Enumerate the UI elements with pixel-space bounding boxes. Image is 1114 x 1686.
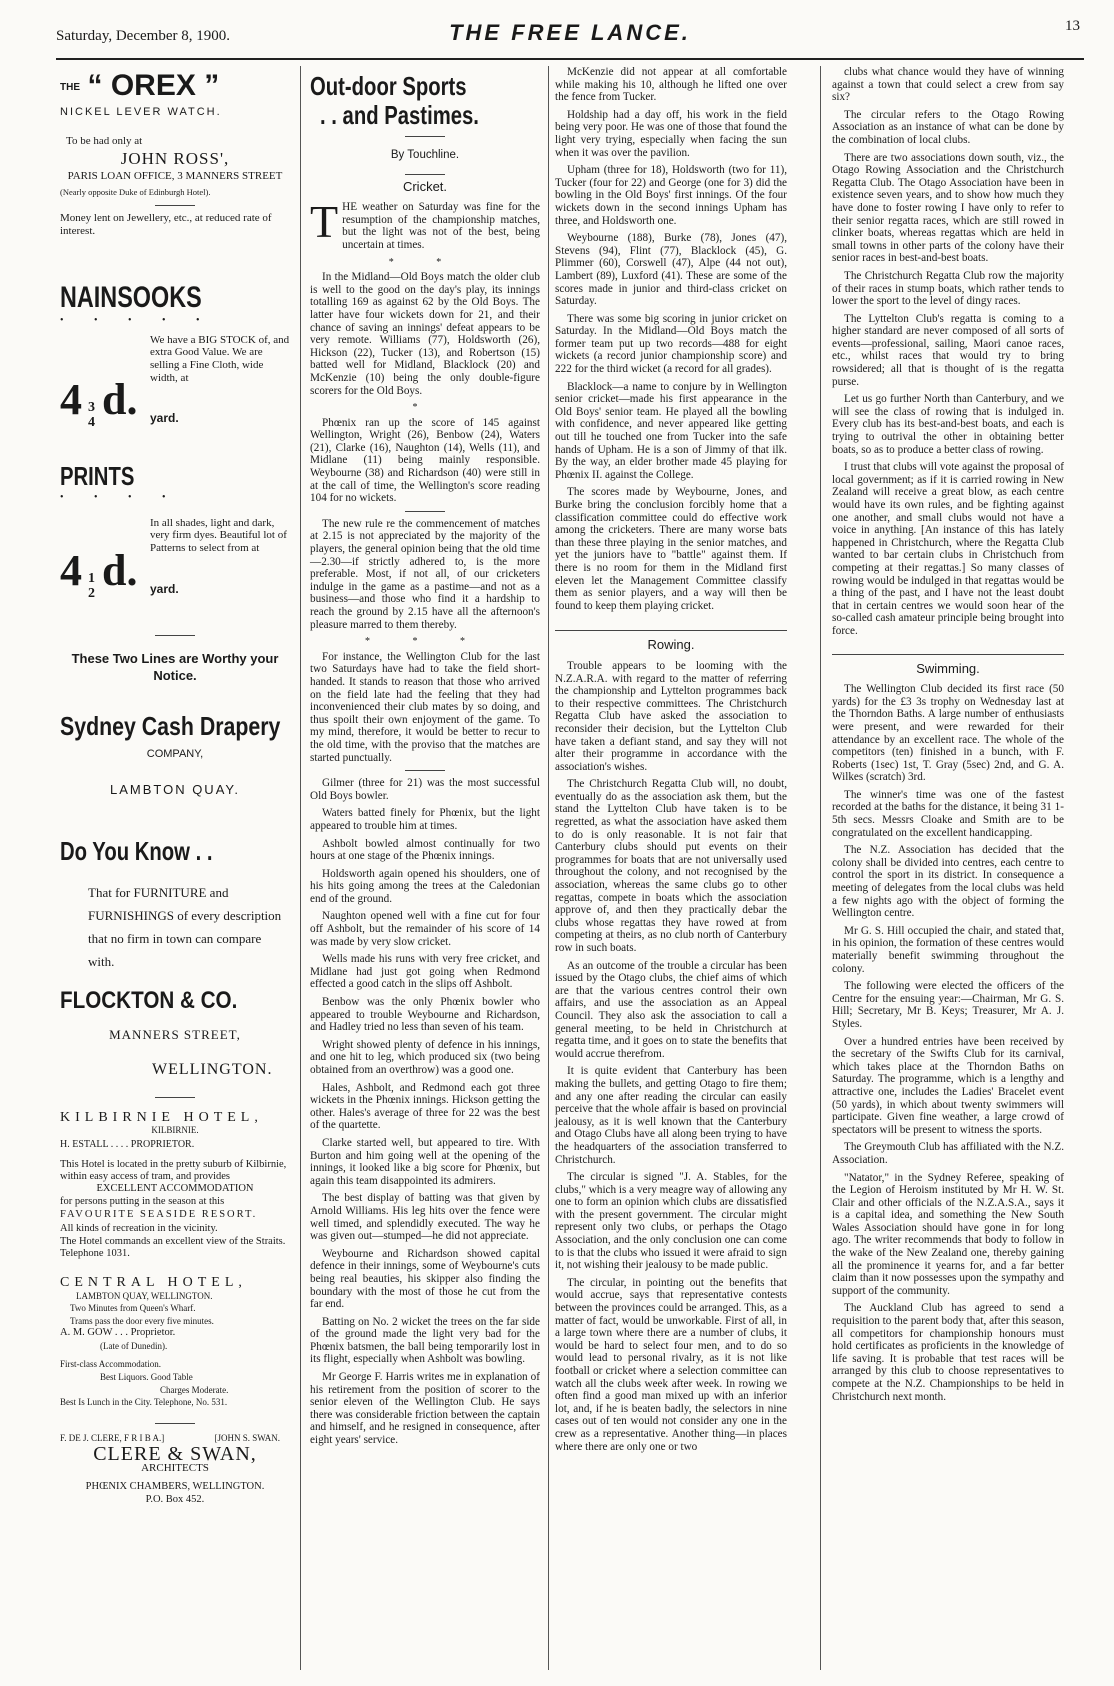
price-unit: yard. [150, 411, 179, 426]
masthead [56, 18, 1084, 54]
separator [405, 136, 445, 137]
sports-title-1: Out-door Sports [310, 71, 467, 101]
clere-box: P.O. Box 452. [145, 1493, 205, 1505]
cricket-heading: Cricket. [402, 178, 448, 194]
article-paragraph: Over a hundred entries have been received by the secretary of the Swifts Club for its carnival, which takes place at the Thorndon Baths on Saturday. The programme, which is a lengthy and attractive one, includes the Ladies' Bracelet event (50 yards), in which about twenty swimmers will participate. Given fine weather, a large crowd of spectators will be present to witness the sports. [832, 1035, 1064, 1136]
article-paragraph: Trouble appears to be looming with the N.Z.A.R.A. with regard to the matter of referring the championship and Lyttelton programmes back to their respective committees. The Christchurch Regatta Club have asked the association to reconsider their decision, but the Lyttelton Club have taken a defiant stand, and say they will not alter their programme in accordance with the association's wishes. [555, 659, 787, 773]
article-paragraph: The new rule re the commencement of matches at 2.15 is not appreciated by the majority of the players, the general opinion being that the old time—2.30—if strictly adhered to, is the more preferable. Most, if not all, of our cricketers indulge in the game as a pastime—and not as a business—and those who find it a hardship to reach the ground by 2.15 have all the afternoon's pleasure marred to them thereby. [310, 517, 540, 631]
article-paragraph: Batting on No. 2 wicket the trees on the far side of the ground made the light very bad for the Phœnix batsmen, the ball being temporarily lost in its flight, especially when Ashbolt was bowling. [310, 1315, 540, 1366]
orex-ad [60, 70, 290, 237]
kilbirnie-prop: H. ESTALL . . . . PROPRIETOR. [60, 1138, 195, 1150]
separator [405, 770, 445, 771]
article-paragraph: Holdship had a day off, his work in the field being very poor. He was one of those that found the light very trying, especially when facing the sun when it was over the pavilion. [555, 108, 787, 159]
sydney-company: COMPANY, [146, 747, 204, 760]
kilbirnie-line1: This Hotel is located in the pretty suburb of Kilbirnie, within easy access of tram, and provides [60, 1159, 287, 1183]
dots: • • • • [60, 492, 180, 504]
article-paragraph: The scores made by Weybourne, Jones, and Burke bring the conclusion forcibly home that a classification committee could do effective work among the cricketers. There are many worse bats than these three playing in the senior matches, and yet the juniors have to "battle" against them. If there is no room for them in the Midland first eleven let the Management Committee classify them as senior players, and a way will then be found to keep them playing cricket. [555, 486, 787, 612]
article-paragraph: I trust that clubs will vote against the proposal of local government; as if it is carried rowing in New Zealand will receive a great blow, as each centre would have its own rules, and be fighting against one another, and small clubs would not have a voice in anything. [An instance of this has lately happened in Christchurch, where the Regatta Club wanted to bar certain clubs in Christchuch from competing at their regattas.] So many classes of rowing would be indulged in that regattas would be a thing of the past, and I have not the least doubt that in certain centres we would soon hear of the so-called cash amateur principle being brought into force. [832, 461, 1064, 637]
article-paragraph: Gilmer (three for 21) was the most successful Old Boys bowler. [310, 777, 540, 802]
kilbirnie-sub: KILBIRNIE. [151, 1125, 199, 1136]
article-paragraph: The best display of batting was that given by Arnold Williams. His leg hits over the fence were well timed, and splendidly executed. The way he was given out—stumped—he did not appreciate. [310, 1192, 540, 1243]
swimming-heading: Swimming. [916, 660, 980, 676]
article-paragraph: Wright showed plenty of defence in his innings, and one hit to leg, which produced six (two being obtained from an overthrow) was a good one. [310, 1038, 540, 1076]
article-paragraph: For instance, the Wellington Club for the last two Saturdays have had to take the field short-handed. It stands to reason that those who arrived on the field late had the feeling that they had inconvenienced their club mates by so doing, and thus spoilt their own enjoyment of the game. To my mind, therefore, it would be better to recur to the old time, with the proviso that the matches are started punctually. [310, 650, 540, 764]
kilbirnie-name: KILBIRNIE HOTEL, [60, 1109, 263, 1125]
kilbirnie-line3: for persons putting in the season at this [60, 1195, 225, 1207]
article-paragraph: Blacklock—a name to conjure by in Wellington senior cricket—made his first appearance in the Old Boys' senior team. He played all the bowling with confidence, and never appeared like getting out till he touched one from Tucker into the safe hands of Upham. He is a son of Jimmy of that ilk. By the way, an elder brother made 45 playing for Phœnix II. against the College. [555, 380, 787, 481]
byline: By Touchline. [390, 149, 460, 161]
article-paragraph: clubs what chance would they have of winning against a town that could select a crew from say six? [832, 66, 1064, 104]
article-paragraph: Weybourne and Richardson showed capital defence in their innings, some of Weybourne's cuts being real beauties, his skipper also finding the boundary with the most of those he cut from the far end. [310, 1247, 540, 1311]
page-number: 13 [1065, 18, 1080, 34]
article-paragraph: There are two associations down south, viz., the Otago Rowing Association and the Christchurch Regatta Club. The Otago Association have been in existence seven years, and to show how much they have done to foster rowing I have only to refer to their senior regatta races, which are still rowed in clinker boats, whereas regattas which are held in small towns in other parts of the colony have their senior races in best-and-best boats. [832, 151, 1064, 265]
central-name: CENTRAL HOTEL, [60, 1274, 247, 1290]
article-paragraph: Let us go further North than Canterbury, and we will see the class of rowing that is indulged in. Every club has its best-and-best boats, and each is trying to outrival the other in obtaining better boats, so as to produce a better class of rowing. [832, 393, 1064, 456]
price-denominator: 2 [88, 585, 95, 601]
price-d: d. [102, 545, 138, 595]
central-line1: Two Minutes from Queen's Wharf. [70, 1303, 196, 1314]
column-divider [820, 66, 821, 1670]
issue-date: Saturday, December 8, 1900. [56, 28, 230, 44]
price-numerator: 3 [88, 400, 95, 416]
orex-address: PARIS LOAN OFFICE, 3 MANNERS STREET [67, 169, 283, 182]
article-paragraph: Upham (three for 18), Holdsworth (two for 11), Tucker (four for 22) and George (one for 3) did the bowling in the Old Boys' first innings. Of the four wickets down in the second innings Upham has three, and Holdsworth one. [555, 164, 787, 227]
prints-price [60, 545, 290, 613]
clere-ad [60, 1432, 290, 1506]
prints-ad [60, 462, 290, 612]
article-paragraph: The N.Z. Association has decided that the colony shall be divided into centres, each centre to control the sport in its district. In consequence a meeting of delegates from the local clubs was held a few nights ago with the object of forming the Wellington centre. [832, 844, 1064, 920]
central-line2: Trams pass the door every five minutes. [70, 1315, 214, 1326]
article-paragraph: There was some big scoring in junior cricket on Saturday. In the Midland—Old Boys match the former team put up two records—488 for eight wickets (a record junior championship score) and 222 for the third wicket (a record for all grades). [555, 312, 787, 376]
article-paragraph: Mr George F. Harris writes me in explanation of his retirement from the position of scorer to the senior eleven of the Wellington Club. He says there was considerable friction between the captain and himself, and he resigned in consequence, after eight years' service. [310, 1371, 540, 1447]
sydney-location: LAMBTON QUAY. [109, 782, 241, 798]
article-paragraph: The Wellington Club decided its first race (50 yards) for the £3 3s trophy on Wednesday last at the Thorndon Baths. A large number of enthusiasts were present, and were rewarded for their attendance by an excellent race. The whole of the competitors (ten) finished in a bunch, with F. Roberts (1sec) 1st, T. Gray (5sec) 2nd, and G. A. Wilkes (scratch) 3rd. [832, 683, 1064, 784]
article-paragraph: It is quite evident that Canterbury has been making the bullets, and getting Otago to fire them; and any one after reading the circular can easily perceive that the whole affair is based on provincial jealousy, as it is well known that the Canterbury and Otago Clubs have all along been trying to have the headquarters of the association transferred to Christchurch. [555, 1065, 787, 1166]
orex-the: THE [60, 82, 80, 94]
article-paragraph: The Greymouth Club has affiliated with the N.Z. Association. [832, 1141, 1064, 1166]
separator [155, 1423, 195, 1424]
article-paragraph: The Christchurch Regatta Club will, no doubt, eventually do as the association ask them, but the stand the Lyttelton Club have taken is to be regretted, as what the association have asked them to do is only reasonable. It is not fair that Canterbury clubs should put events on their programmes for boats that are not universally used throughout the colony, and not recognised by the association, whereas the same clubs go to other regattas, compete in boats which the association approve of, and then they practically debar the clubs whose regattas they have rowed at from competing at theirs, as no club north of Canterbury row in such boats. [555, 778, 787, 954]
article-paragraph: Clarke started well, but appeared to tire. With Burton and him going well at the opening of the innings, it looked like a big score for Phœnix, but again this team disappointed its admirers. [310, 1136, 540, 1187]
stars: * * [388, 256, 462, 268]
article-paragraph: Naughton opened well with a fine cut for four off Ashbolt, but the remainder of his score of 14 was made by very slow cricket. [310, 910, 540, 948]
article-paragraph: The Auckland Club has agreed to send a requisition to the parent body that, after this season, all competitors for championship honours must hold certificates as proficients in the knowledge of life saving. It is probable that test races will be arranged by this club to choose representatives to compete at the N.Z. Championships to be held in Christchurch next month. [832, 1302, 1064, 1403]
clere-name: CLERE & SWAN, [93, 1442, 257, 1465]
orex-had-at: To be had only at [66, 134, 143, 147]
central-line4: Best Liquors. Good Table [100, 1372, 193, 1383]
rowing-heading: Rowing. [647, 637, 695, 653]
central-line3: First-class Accommodation. [60, 1359, 161, 1370]
rowing-swimming-column [832, 66, 1064, 1408]
price-d: d. [102, 375, 138, 425]
clere-right: [JOHN S. SWAN. [214, 1432, 280, 1443]
flockton-name: FLOCKTON & CO. [60, 986, 238, 1014]
article-paragraph: The circular refers to the Otago Rowing Association as an instance of what can be done by the combination of local clubs. [832, 108, 1064, 146]
price-main: 4 [60, 545, 82, 595]
central-line6: Best Is Lunch in the City. Telephone, No. 531. [60, 1397, 228, 1408]
column-divider [300, 66, 301, 1670]
kilbirnie-line2: EXCELLENT ACCOMMODATION [96, 1183, 254, 1195]
central-ad [60, 1274, 290, 1409]
orex-name: JOHN ROSS', [120, 149, 230, 169]
orex-note: (Nearly opposite Duke of Edinburgh Hotel). [60, 187, 211, 198]
prints-text: In all shades, light and dark, very firm dyes. Beautiful lot of Patterns to select from at [150, 516, 287, 555]
cricket-rowing-column [555, 66, 787, 1458]
orex-subtitle: NICKEL LEVER WATCH. [60, 106, 222, 119]
sports-title-2: . . and Pastimes. [320, 100, 479, 130]
price-fraction [88, 571, 95, 601]
price-numerator: 1 [88, 570, 95, 586]
article-paragraph: Waters batted finely for Phœnix, but the light appeared to trouble him at times. [310, 807, 540, 832]
kilbirnie-line5: All kinds of recreation in the vicinity. [60, 1223, 218, 1235]
price-fraction [88, 400, 95, 430]
article-paragraph: Benbow was the only Phœnix bowler who appeared to trouble Weybourne and Richardson, and Hadley tried no less than seven of his team. [310, 996, 540, 1034]
article-paragraph: McKenzie did not appear at all comfortable while making his 10, although he lifted one over the fence from Tucker. [555, 66, 787, 104]
clere-left: F. DE J. CLERE, F R I B A.] [60, 1432, 165, 1443]
kilbirnie-ad [60, 1109, 290, 1261]
article-paragraph: The circular is signed "J. A. Stables, for the clubs," which is a very meagre way of allowing any one to form an opinion which clubs are dissatisfied with the present government. The circular might represent only two clubs, or perhaps the Otago Association, and the only conclusion one can come to is that the clubs who issued it were afraid to sign it, not wishing their jealousy to be made public. [555, 1171, 787, 1272]
separator [405, 174, 445, 175]
article-paragraph: "Natator," in the Sydney Referee, speaking of the Legion of Heroism instituted by Mr H. W. St. Clair and other officials of the N.Z.A.S.A., says it is a capital idea, and something the New South Wales Association should have gone in for long ago. The writer recommends that body to follow in the wake of the New Zealand one, thereby gaining all the prominence it yearns for, and a far better claim than it now possesses upon the sympathy and support of the community. [832, 1171, 1064, 1297]
central-sub: LAMBTON QUAY, WELLINGTON. [76, 1290, 213, 1301]
doyouknow-title: Do You Know . . [60, 835, 213, 866]
kilbirnie-line4: FAVOURITE SEASIDE RESORT. [60, 1208, 258, 1220]
nainsooks-ad [60, 283, 290, 442]
advertisement-column [60, 66, 290, 1506]
article-paragraph: The Christchurch Regatta Club row the majority of their races in stump boats, which rather tends to lower the sport to the level of dingy races. [832, 269, 1064, 308]
article-paragraph: Wells made his runs with very free cricket, and Midlane had just got going when Redmond effected a good catch in the slips off Ashbolt. [310, 953, 540, 991]
flockton-street: MANNERS STREET, [109, 1027, 241, 1043]
article-paragraph: Hales, Ashbolt, and Redmond each got three wickets in the Phœnix innings. Hickson getting the other. Hales's average of three for 22 was the best of the quartette. [310, 1081, 540, 1132]
section-rule [832, 654, 1064, 655]
clere-address: PHŒNIX CHAMBERS, WELLINGTON. [85, 1481, 265, 1493]
price-main: 4 [60, 375, 82, 425]
stars: * * * [365, 636, 485, 648]
article-paragraph: Mr G. S. Hill occupied the chair, and stated that, in his opinion, the formation of these centres would materially benefit swimming throughout the colony. [832, 924, 1064, 975]
doyouknow-ad [60, 837, 290, 1077]
notice-line: These Two Lines are Worthy your Notice. [71, 650, 279, 683]
nainsooks-price [60, 375, 290, 442]
clere-partners [60, 1432, 290, 1444]
price-denominator: 4 [88, 415, 95, 431]
price-unit: yard. [150, 581, 179, 596]
article-paragraph: Phœnix ran up the score of 145 against Wellington, Wright (26), Benbow (24), Waters (21), Clarke (16), Naughton (14), Wells (11), and Midlane (11) being mainly responsible. Weybourne (38) and Richardson (40) were still in at the call of time, the Wellington's score reading 104 for no wickets. [310, 416, 540, 505]
central-line5: Charges Moderate. [160, 1384, 229, 1395]
masthead-rule [56, 58, 1084, 60]
separator [155, 1097, 195, 1098]
paper-title: THE FREE LANCE. [449, 20, 691, 45]
article-paragraph: THE weather on Saturday was fine for the resumption of the championship matches, but the light was not of the best, being uncertain at times. [310, 196, 540, 251]
article-paragraph: Holdsworth again opened his shoulders, one of his hits going among the trees at the Caledonian end of the ground. [310, 867, 540, 905]
central-late: (Late of Dunedin). [100, 1340, 168, 1351]
separator [155, 635, 195, 636]
nainsooks-text: We have a BIG STOCK of, and extra Good Value. We are selling a Fine Cloth, wide width, at [150, 333, 290, 384]
article-paragraph: Weybourne (188), Burke (78), Jones (47), Stevens (94), Flint (77), Blacklock (45), G. Plimmer (60), Corswell (47), Alpe (44 not out), Lambert (89), Luxford (41). These are some of the scores made in junior and third-class cricket on Saturday. [555, 232, 787, 308]
doyouknow-text: That for FURNITURE and FURNISHINGS of every description that no firm in town can compare with. [88, 884, 282, 969]
article-paragraph: The Lyttelton Club's regatta is coming to a higher standard are never composed of all sorts of events—professional, sailing, Maori canoe races, etc., whilst races that would try to bring rowsidered; all that is thought of is the regatta purse. [832, 312, 1064, 388]
article-paragraph: In the Midland—Old Boys match the older club is well to the good on the day's play, its innings totalling 169 as against 62 by the Old Boys. The latter have four wickets down for 21, and their chance of saving an innings' defeat appears to be very remote. Williams (77), Holdsworth (26), Hickson (22), Tucker (13), and Robertson (15) batted well for Midland, Blacklock (20) and McKenzie (10) being the only double-figure scorers for the Old Boys. [310, 271, 540, 397]
prints-title: PRINTS [60, 461, 135, 492]
nainsooks-title: NAINSOOKS [60, 281, 202, 315]
article-paragraph: Ashbolt bowled almost continually for two hours at one stage of the Phœnix innings. [310, 837, 540, 863]
column-divider [548, 66, 549, 1670]
drop-cap: T [310, 196, 339, 248]
article-paragraph: The circular, in pointing out the benefits that would accrue, says that representative contests between the provinces could be arranged. This, as a matter of fact, would be unworkable. First of all, in a large town where there are a number of clubs, it would be hard to select four men, and to do so would lead to personal rivalry, as it is not like football or cricket where a selection committee can watch all the clubs week after week. In rowing we often find a good man mixed up with an inferior lot, and, if he is beaten badly, the selectors in nine cases out of ten would not consider any one in the crew as a representative. Another thing—in places where there are only one or two [555, 1276, 787, 1453]
orex-money: Money lent on Jewellery, etc., at reduced rate of interest. [60, 212, 272, 237]
central-prop: A. M. GOW . . . Proprietor. [60, 1327, 176, 1339]
article-paragraph: As an outcome of the trouble a circular has been issued by the Otago clubs, the chief aims of which are that the various centres control their own affairs, and use the association as an Appeal Council. They also ask the association to call a general meeting, to be held in Christchurch at regatta time, and it goes on to state the benefits that would accrue therefrom. [555, 959, 787, 1060]
section-rule [555, 630, 787, 631]
sydney-name: Sydney Cash Drapery [60, 710, 281, 741]
stars: * [412, 402, 438, 414]
kilbirnie-line6: The Hotel commands an excellent view of the Straits. Telephone 1031. [60, 1235, 286, 1260]
sydney-ad [60, 712, 290, 797]
flockton-city: WELLINGTON. [152, 1060, 273, 1078]
article-paragraph: The following were elected the officers of the Centre for the ensuing year:—Chairman, Mr G. S. Hill; Secretary, Mr B. Keys; Treasurer, Mr A. J. Styles. [832, 980, 1064, 1030]
separator [405, 511, 445, 512]
article-paragraph: The winner's time was one of the fastest recorded at the baths for the distance, it being 31 1-5th secs. Messrs Cloake and Smith are to be congratulated on the excellent handicapping. [832, 788, 1064, 839]
clere-role: ARCHITECTS [141, 1462, 209, 1475]
orex-brand: “ OREX ” [87, 69, 220, 102]
sports-column [310, 66, 540, 1452]
separator [155, 205, 195, 206]
dots: • • • • • [60, 315, 214, 327]
